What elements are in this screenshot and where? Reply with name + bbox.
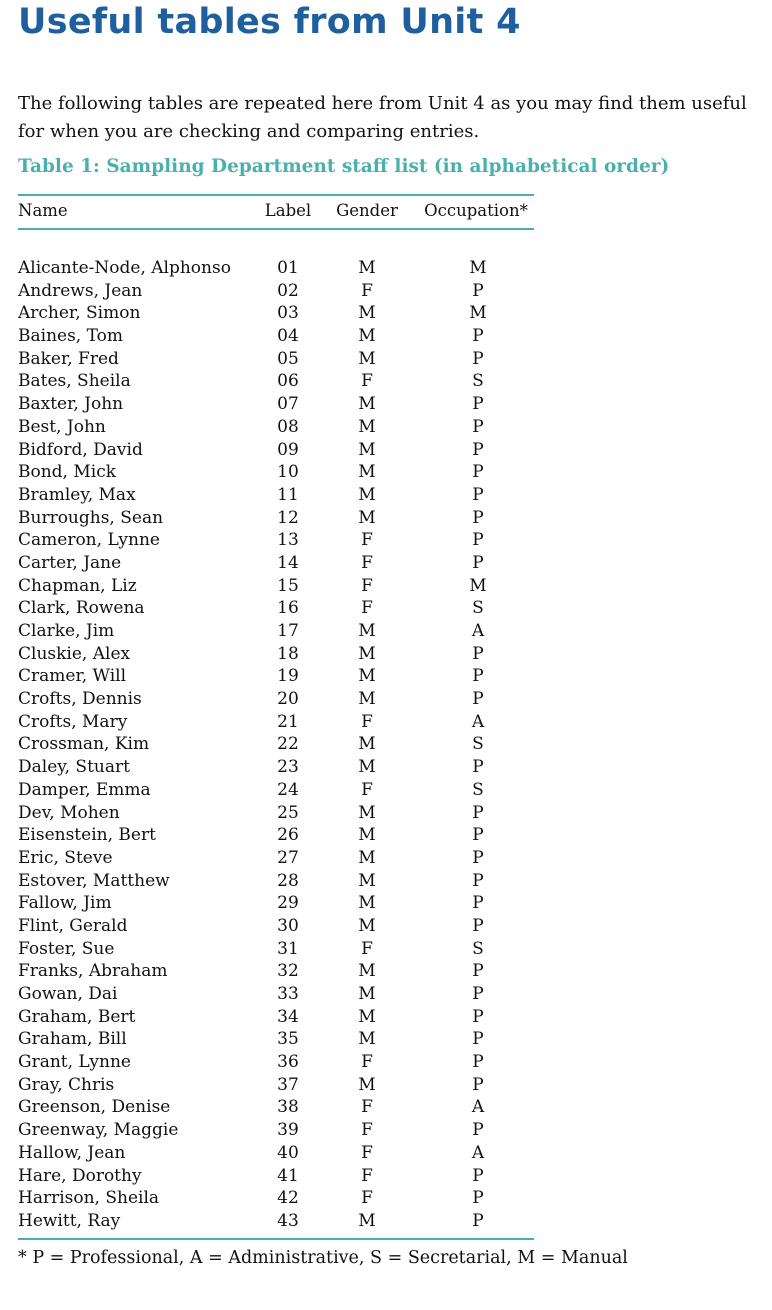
gender-cell: F [361,280,373,301]
gender-cell: M [358,734,376,755]
name-cell: Franks, Abraham [18,961,168,982]
name-cell: Andrews, Jean [18,280,143,301]
table-row [18,507,534,530]
label-cell: 08 [277,416,299,437]
table-row [18,983,534,1006]
label-cell: 33 [277,984,299,1004]
occupation-cell: P [472,394,484,415]
table-row [18,779,534,802]
label-cell: 07 [277,394,299,415]
label-cell: 29 [277,893,299,914]
table-header [18,200,534,222]
occupation-cell: S [472,779,484,800]
gender-cell: F [361,1052,373,1073]
occupation-cell: P [472,893,484,914]
table-top-rule [18,194,534,196]
gender-cell: M [358,643,376,664]
gender-cell: M [358,394,376,415]
table-row [18,348,534,371]
label-cell: 41 [277,1165,299,1186]
table-row [18,529,534,552]
table-row [18,802,534,825]
label-cell: 25 [277,802,299,823]
name-cell: Grant, Lynne [18,1052,131,1073]
table-row [18,461,534,484]
occupation-cell: P [472,1165,484,1186]
occupation-cell: P [472,689,484,710]
label-cell: 10 [277,462,299,483]
name-cell: Crofts, Mary [18,711,128,732]
table-row [18,393,534,416]
table-row [18,1006,534,1029]
gender-cell: M [358,462,376,483]
gender-cell: F [361,1165,373,1186]
gender-cell: M [358,439,376,460]
table-row [18,280,534,303]
label-cell: 26 [277,825,299,846]
occupation-cell: P [472,348,484,369]
table-header-rule [18,228,534,230]
label-cell: 40 [277,1142,299,1163]
name-cell: Chapman, Liz [18,575,137,596]
gender-cell: F [361,371,373,392]
gender-cell: M [358,348,376,369]
occupation-cell: A [471,621,485,641]
occupation-cell: P [472,847,484,868]
occupation-cell: P [472,1052,484,1073]
label-cell: 27 [277,847,299,868]
table-footnote: * P = Professional, A = Administrative, S = Secretarial, M = Manual [18,1248,628,1268]
label-cell: 17 [277,621,299,641]
label-cell: 35 [277,1029,299,1050]
name-cell: Gray, Chris [18,1074,115,1095]
name-cell: Eisenstein, Bert [18,825,156,846]
table-row [18,938,534,961]
occupation-cell: P [472,1188,484,1209]
occupation-cell: P [472,326,484,347]
label-cell: 16 [277,598,299,619]
occupation-cell: P [472,1029,484,1050]
table-row [18,756,534,779]
gender-cell: F [361,1142,373,1163]
occupation-cell: P [472,552,484,573]
header-occupation: Occupation* [424,201,528,220]
gender-cell: M [358,621,376,641]
name-cell: Archer, Simon [18,303,141,324]
table-bottom-rule [18,1238,534,1240]
occupation-cell: P [472,1210,484,1231]
table-row [18,552,534,575]
label-cell: 23 [277,757,299,778]
table-caption: Table 1: Sampling Department staff list (in alphabetical order) [18,156,670,177]
gender-cell: M [358,258,376,278]
occupation-cell: P [472,484,484,505]
name-cell: Cameron, Lynne [18,530,160,551]
name-cell: Harrison, Sheila [18,1188,160,1209]
occupation-cell: P [472,666,484,687]
name-cell: Hallow, Jean [18,1142,126,1163]
occupation-cell: P [472,1120,484,1141]
name-cell: Graham, Bert [18,1006,136,1027]
table-row [18,620,534,643]
label-cell: 09 [277,439,299,460]
table-row [18,643,534,666]
label-cell: 13 [277,530,299,551]
gender-cell: F [361,1120,373,1141]
occupation-cell: P [472,802,484,823]
occupation-cell: P [472,1074,484,1095]
name-cell: Graham, Bill [18,1029,127,1050]
gender-cell: M [358,825,376,846]
name-cell: Bidford, David [18,439,143,460]
occupation-cell: S [472,938,484,959]
name-cell: Hewitt, Ray [18,1210,121,1231]
label-cell: 20 [277,689,299,710]
label-cell: 19 [277,666,299,687]
header-label: Label [264,201,312,220]
label-cell: 11 [277,484,299,505]
label-cell: 18 [277,643,299,664]
gender-cell: M [358,961,376,982]
table-row [18,688,534,711]
occupation-cell: P [472,757,484,778]
table-row [18,1028,534,1051]
table-row [18,1051,534,1074]
table-row [18,960,534,983]
table-row [18,439,534,462]
gender-cell: M [358,915,376,936]
name-cell: Clark, Rowena [18,598,145,619]
occupation-cell: P [472,530,484,551]
name-cell: Greenson, Denise [18,1097,171,1118]
occupation-cell: P [472,462,484,483]
occupation-cell: P [472,1006,484,1027]
occupation-cell: P [472,984,484,1004]
occupation-cell: P [472,643,484,664]
name-cell: Eric, Steve [18,847,113,868]
name-cell: Baxter, John [18,394,124,415]
name-cell: Daley, Stuart [18,757,130,778]
label-cell: 15 [277,575,299,596]
name-cell: Crossman, Kim [18,734,150,755]
name-cell: Gowan, Dai [18,984,118,1004]
table-row [18,847,534,870]
label-cell: 36 [277,1052,299,1073]
table-row [18,1074,534,1097]
occupation-cell: P [472,416,484,437]
name-cell: Crofts, Dennis [18,689,142,710]
occupation-cell: M [469,303,487,324]
gender-cell: M [358,1074,376,1095]
occupation-cell: P [472,870,484,891]
table-row [18,665,534,688]
intro-paragraph: The following tables are repeated here from Unit 4 as you may find them useful for when you are checking and comparing entries. [18,93,747,142]
table-body [18,257,534,1233]
occupation-cell: P [472,280,484,301]
occupation-cell: A [471,1142,485,1163]
table-row [18,1187,534,1210]
table-row [18,733,534,756]
label-cell: 38 [277,1097,299,1118]
gender-cell: M [358,847,376,868]
gender-cell: F [361,711,373,732]
name-cell: Clarke, Jim [18,621,115,641]
table-row [18,1096,534,1119]
name-cell: Dev, Mohen [18,802,120,823]
name-cell: Foster, Sue [18,938,115,959]
table-row [18,302,534,325]
gender-cell: M [358,666,376,687]
occupation-cell: P [472,825,484,846]
occupation-cell: M [469,575,487,596]
label-cell: 37 [277,1074,299,1095]
gender-cell: F [361,779,373,800]
name-cell: Fallow, Jim [18,893,112,914]
table-row [18,711,534,734]
label-cell: 02 [277,280,299,301]
name-cell: Burroughs, Sean [18,507,164,528]
table-row [18,915,534,938]
name-cell: Hare, Dorothy [18,1165,142,1186]
gender-cell: M [358,802,376,823]
gender-cell: M [358,984,376,1004]
header-name: Name [18,201,68,220]
gender-cell: F [361,530,373,551]
name-cell: Estover, Matthew [18,870,170,891]
table-row [18,575,534,598]
gender-cell: F [361,552,373,573]
occupation-cell: A [471,1097,485,1118]
gender-cell: M [358,893,376,914]
table-row [18,1119,534,1142]
occupation-cell: P [472,915,484,936]
table-row [18,1210,534,1233]
name-cell: Bates, Sheila [18,371,131,392]
table-row [18,1165,534,1188]
table-row [18,257,534,280]
occupation-cell: P [472,439,484,460]
page-title: Useful tables from Unit 4 [18,2,521,42]
label-cell: 12 [277,507,299,528]
gender-cell: M [358,757,376,778]
gender-cell: F [361,1188,373,1209]
table-row [18,484,534,507]
gender-cell: M [358,870,376,891]
occupation-cell: A [471,711,485,732]
gender-cell: F [361,938,373,959]
occupation-cell: P [472,961,484,982]
label-cell: 31 [277,938,299,959]
gender-cell: M [358,303,376,324]
name-cell: Greenway, Maggie [18,1120,179,1141]
label-cell: 03 [277,303,299,324]
name-cell: Bond, Mick [18,462,117,483]
name-cell: Baker, Fred [18,348,119,369]
name-cell: Carter, Jane [18,552,122,573]
label-cell: 01 [277,258,299,278]
name-cell: Baines, Tom [18,326,123,347]
table-row [18,416,534,439]
gender-cell: F [361,1097,373,1118]
label-cell: 04 [277,326,299,347]
label-cell: 06 [277,371,299,392]
gender-cell: M [358,416,376,437]
gender-cell: M [358,326,376,347]
gender-cell: M [358,1210,376,1231]
table-row [18,892,534,915]
label-cell: 32 [277,961,299,982]
gender-cell: M [358,484,376,505]
label-cell: 39 [277,1120,299,1141]
gender-cell: F [361,575,373,596]
label-cell: 42 [277,1188,299,1209]
table-row [18,1142,534,1165]
label-cell: 34 [277,1006,299,1027]
table-row [18,824,534,847]
name-cell: Bramley, Max [18,484,136,505]
header-gender: Gender [336,201,398,220]
label-cell: 30 [277,915,299,936]
gender-cell: F [361,598,373,619]
label-cell: 22 [277,734,299,755]
label-cell: 05 [277,348,299,369]
name-cell: Best, John [18,416,106,437]
name-cell: Flint, Gerald [18,915,128,936]
table-row [18,325,534,348]
table-row [18,370,534,393]
label-cell: 21 [277,711,299,732]
label-cell: 24 [277,779,299,800]
name-cell: Alicante-Node, Alphonso [18,258,231,278]
gender-cell: M [358,1029,376,1050]
name-cell: Cluskie, Alex [18,643,131,664]
label-cell: 28 [277,870,299,891]
gender-cell: M [358,689,376,710]
name-cell: Cramer, Will [18,666,127,687]
name-cell: Damper, Emma [18,779,151,800]
occupation-cell: P [472,507,484,528]
label-cell: 14 [277,552,299,573]
label-cell: 43 [277,1210,299,1231]
occupation-cell: S [472,371,484,392]
table-row [18,870,534,893]
occupation-cell: M [469,258,487,278]
occupation-cell: S [472,598,484,619]
table-row [18,597,534,620]
gender-cell: M [358,507,376,528]
occupation-cell: S [472,734,484,755]
gender-cell: M [358,1006,376,1027]
